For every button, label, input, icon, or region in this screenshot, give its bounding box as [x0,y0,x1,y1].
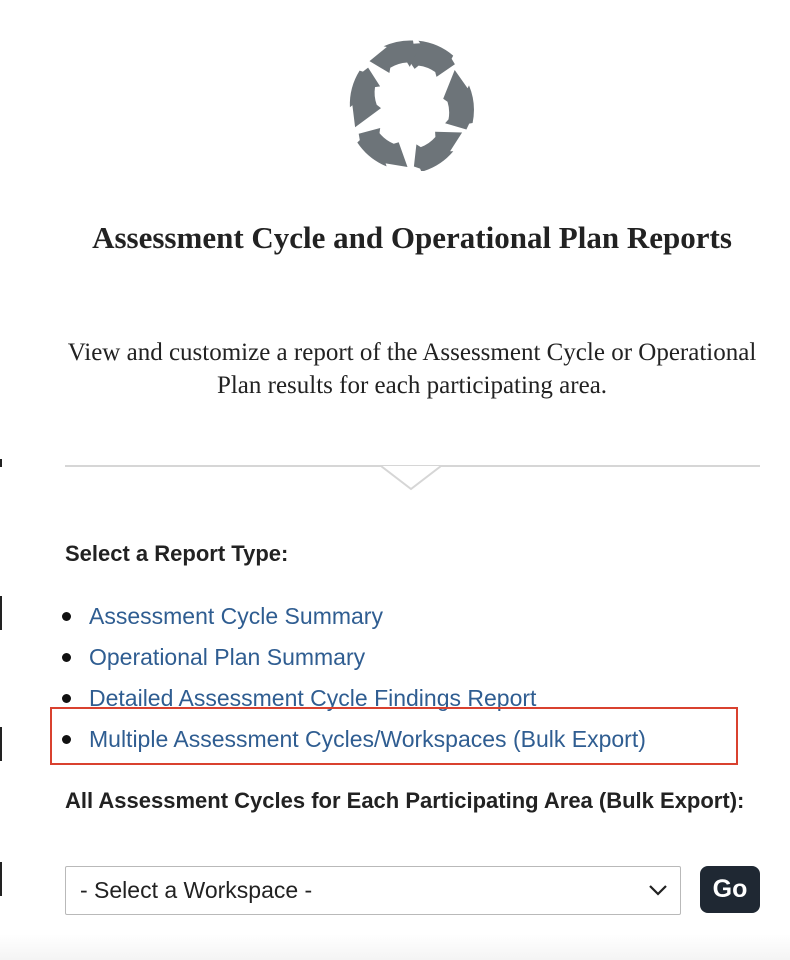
report-type-label: Select a Report Type: [65,541,289,566]
go-button[interactable]: Go [700,866,760,913]
highlight-box [50,707,738,765]
chevron-down-icon [648,883,668,897]
refresh-cycle-icon [346,39,478,171]
page-footer-band [0,934,790,960]
bullet-icon [62,612,71,621]
bulk-export-label: All Assessment Cycles for Each Participating Area (Bulk Export): [65,788,745,813]
bullet-icon [62,694,71,703]
report-type-item [62,637,646,678]
left-edge-mark [0,862,2,896]
assessment-cycle-summary-link[interactable]: Assessment Cycle Summary [89,603,383,629]
left-edge-mark [0,727,2,761]
bullet-icon [62,653,71,662]
operational-plan-summary-link[interactable]: Operational Plan Summary [89,644,366,670]
page-description: View and customize a report of the Assessment Cycle or Operational Plan results for each participating area. [67,339,757,399]
report-type-item [62,596,646,637]
divider-notch-icon [381,456,441,492]
page-title: Assessment Cycle and Operational Plan Reports [92,220,732,255]
left-edge-mark [0,596,2,630]
detailed-findings-report-link[interactable]: Detailed Assessment Cycle Findings Report [89,685,537,711]
workspace-select[interactable] [65,866,681,915]
workspace-select-value: - Select a Workspace - [80,877,313,903]
left-edge-mark [0,459,2,467]
bulk-export-link[interactable]: Multiple Assessment Cycles/Workspaces (Bulk Export) [89,726,646,752]
